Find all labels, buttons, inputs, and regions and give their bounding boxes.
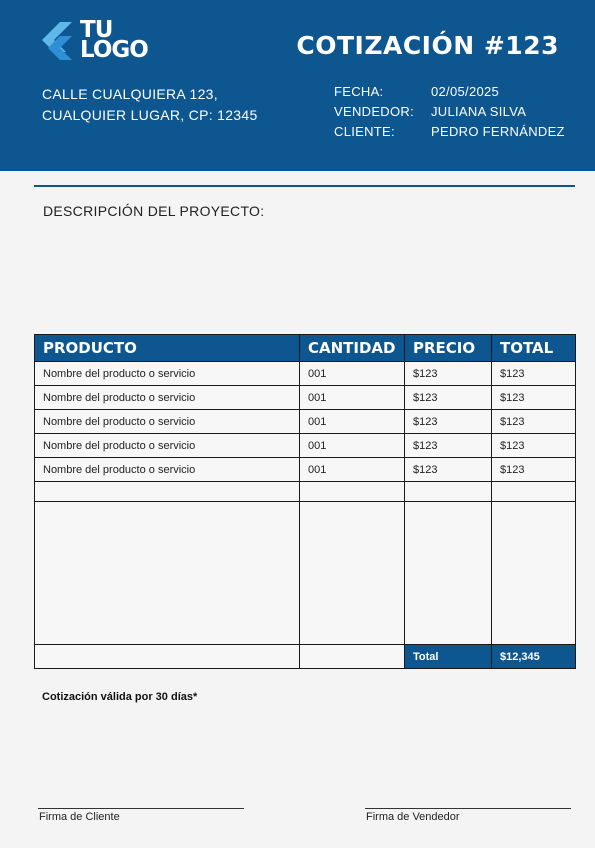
cell-total: $123 — [492, 410, 576, 434]
logo-text-bottom: LOGO — [80, 37, 148, 63]
cell-empty — [35, 482, 300, 502]
total-value: $12,345 — [492, 645, 576, 669]
validity-note: Cotización válida por 30 días* — [42, 691, 198, 703]
table-total-row — [35, 645, 576, 669]
meta-row-date — [334, 82, 565, 102]
cell-total: $123 — [492, 386, 576, 410]
cell-quantity: 001 — [300, 386, 405, 410]
cell-product: Nombre del producto o servicio — [35, 458, 300, 482]
cell-empty — [300, 645, 405, 669]
cell-price: $123 — [405, 410, 492, 434]
table-header-row — [35, 335, 576, 362]
divider — [34, 185, 575, 187]
cell-price: $123 — [405, 458, 492, 482]
table-row — [35, 362, 576, 386]
table-row-empty — [35, 502, 576, 645]
address-line-1: CALLE CUALQUIERA 123, — [42, 86, 218, 102]
cell-empty — [492, 482, 576, 502]
cell-total: $123 — [492, 362, 576, 386]
project-description-label: DESCRIPCIÓN DEL PROYECTO: — [43, 203, 265, 219]
meta-value: PEDRO FERNÁNDEZ — [431, 124, 565, 139]
table-row — [35, 434, 576, 458]
header-banner — [0, 0, 595, 171]
logo-chevron-icon — [42, 22, 78, 62]
table-row — [35, 458, 576, 482]
address-line-2: CUALQUIER LUGAR, CP: 12345 — [42, 107, 258, 123]
col-header-quantity: CANTIDAD — [300, 335, 405, 362]
quote-title: COTIZACIÓN #123 — [296, 31, 559, 60]
client-signature-label: Firma de Cliente — [39, 811, 120, 823]
cell-empty — [300, 502, 405, 645]
cell-empty — [492, 502, 576, 645]
meta-row-seller — [334, 102, 565, 122]
cell-quantity: 001 — [300, 458, 405, 482]
cell-price: $123 — [405, 386, 492, 410]
meta-label: VENDEDOR: — [334, 104, 414, 119]
cell-total: $123 — [492, 434, 576, 458]
cell-product: Nombre del producto o servicio — [35, 362, 300, 386]
cell-total: $123 — [492, 458, 576, 482]
cell-empty — [405, 482, 492, 502]
cell-product: Nombre del producto o servicio — [35, 386, 300, 410]
cell-empty — [35, 645, 300, 669]
cell-quantity: 001 — [300, 410, 405, 434]
cell-price: $123 — [405, 434, 492, 458]
col-header-price: PRECIO — [405, 335, 492, 362]
cell-quantity: 001 — [300, 434, 405, 458]
col-header-total: TOTAL — [492, 335, 576, 362]
cell-empty — [300, 482, 405, 502]
meta-label: FECHA: — [334, 84, 384, 99]
meta-value: 02/05/2025 — [431, 84, 500, 99]
company-logo — [42, 17, 148, 66]
meta-label: CLIENTE: — [334, 124, 395, 139]
col-header-product: PRODUCTO — [35, 335, 300, 362]
vendor-signature-line — [365, 808, 571, 809]
table-row-empty — [35, 482, 576, 502]
client-signature-line — [38, 808, 244, 809]
cell-product: Nombre del producto o servicio — [35, 434, 300, 458]
vendor-signature-label: Firma de Vendedor — [366, 811, 460, 823]
cell-product: Nombre del producto o servicio — [35, 410, 300, 434]
cell-quantity: 001 — [300, 362, 405, 386]
quote-meta — [334, 82, 565, 142]
table-row — [35, 386, 576, 410]
cell-empty — [405, 502, 492, 645]
items-table — [34, 334, 576, 669]
cell-empty — [35, 502, 300, 645]
table-row — [35, 410, 576, 434]
company-address — [42, 84, 258, 126]
meta-row-client — [334, 122, 565, 142]
cell-price: $123 — [405, 362, 492, 386]
total-label: Total — [405, 645, 492, 669]
logo-text-top: TU — [80, 17, 113, 43]
meta-value: JULIANA SILVA — [431, 104, 527, 119]
